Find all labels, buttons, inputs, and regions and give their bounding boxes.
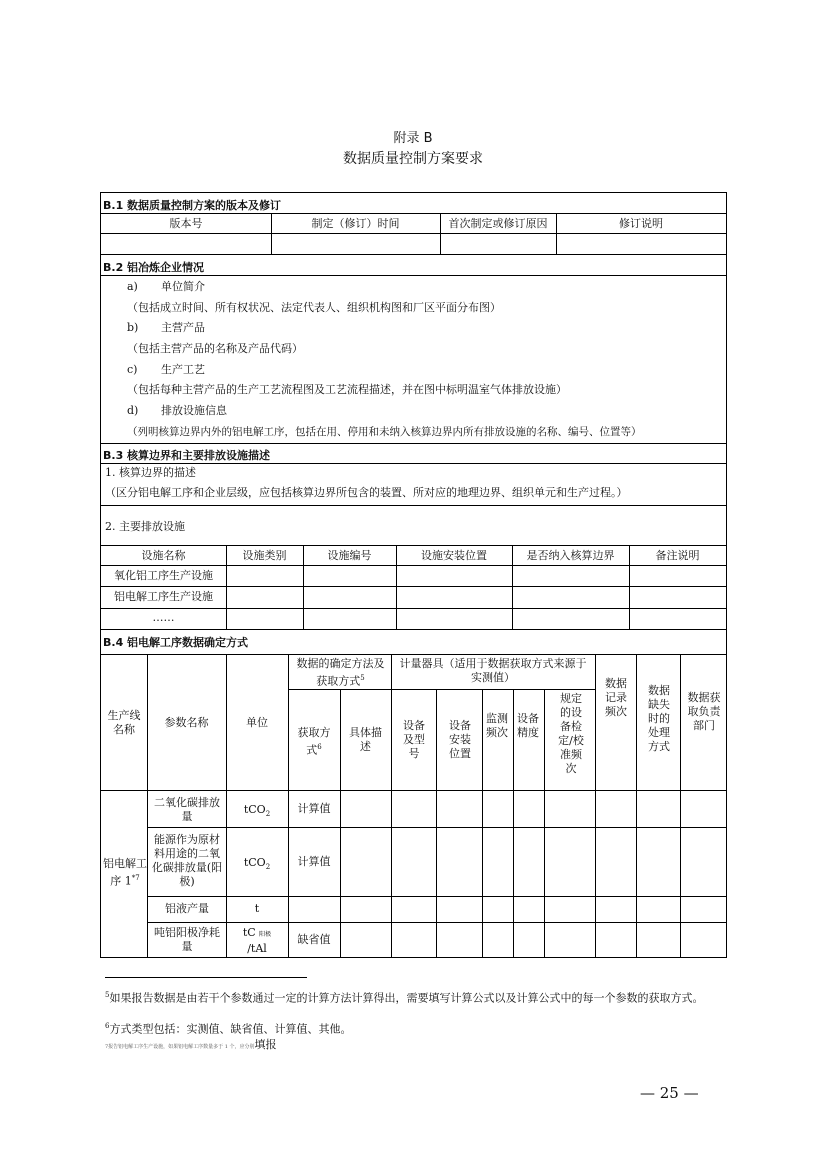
b4-col-precision: 设备精度 (517, 712, 539, 739)
section-b4-title: B.4 铝电解工序数据确定方式 (103, 636, 249, 649)
b4-row-acquisition: 计算值 (297, 802, 331, 815)
b2-item-c-desc: （包括每种主营产品的生产工艺流程图及工艺流程描述，并在图中标明温室气体排放设施） (127, 383, 567, 396)
footnote-rule (105, 977, 307, 978)
b4-col-install-loc: 设备安装位置 (449, 719, 471, 760)
b4-row-unit: tCO$_2$ (243, 856, 271, 872)
b3-col-category: 设施类别 (242, 549, 287, 562)
b2-item-d-name: 排放设施信息 (161, 404, 227, 417)
page-number: — 25 — (640, 1084, 699, 1102)
b3-col-number: 设施编号 (327, 549, 372, 562)
b4-col-model: 设备及型号 (403, 719, 425, 760)
b2-item-c-label: c) (127, 363, 138, 376)
b4-col-missing: 数据缺失时的处理方式 (648, 684, 670, 753)
b3-item-boundary-desc: （区分铝电解工序和企业层级，应包括核算边界所包含的装置、所对应的地理边界、组织单元和生产过程。） (105, 486, 628, 499)
page-title: 数据质量控制方案要求 (343, 151, 483, 167)
b4-col-method: 数据的确定方法及获取方式$^5$ (296, 657, 385, 688)
b2-item-b-desc: （包括主营产品的名称及产品代码） (127, 342, 303, 355)
footnote-6: $^6$方式类型包括：实测值、缺省值、计算值、其他。 (105, 1022, 352, 1036)
b4-row-acquisition: 缺省值 (297, 933, 331, 946)
b4-row-param: 二氧化碳排放量 (154, 796, 220, 823)
footnote-7: 7报告铝电解工序生产设施，如果铝电解工序数量多于 1 个，应分别填报 (105, 1038, 277, 1051)
b2-item-a-label: a) (127, 280, 138, 293)
b2-item-b-name: 主营产品 (161, 321, 205, 334)
b4-row-unit: tCO$_2$ (243, 803, 271, 819)
b4-col-acquisition: 获取方式$^6$ (297, 726, 331, 757)
section-b3-title: B.3 核算边界和主要排放设施描述 (103, 449, 271, 462)
b4-row-unit: t (254, 902, 260, 915)
b3-item-boundary: 1. 核算边界的描述 (105, 466, 196, 479)
b4-row-param: 吨铝阳极净耗量 (154, 926, 220, 953)
b3-col-name: 设施名称 (141, 549, 186, 562)
b2-item-c-name: 生产工艺 (161, 363, 205, 376)
b4-group-electrolysis: 铝电解工序 1$^{*7}$ (103, 857, 147, 888)
b3-row-ellipsis: …… (152, 611, 175, 624)
b1-col-time: 制定（修订）时间 (311, 217, 400, 230)
b3-col-included: 是否纳入核算边界 (526, 549, 615, 562)
section-b2-title: B.2 铝冶炼企业情况 (103, 261, 205, 274)
b4-col-description: 具体描述 (349, 726, 382, 753)
b4-col-instrument: 计量器具（适用于数据获取方式来源于实测值） (399, 657, 587, 684)
b3-row-alumina: 氧化铝工序生产设施 (114, 569, 213, 582)
b2-item-a-name: 单位简介 (161, 280, 205, 293)
b4-row-unit: tC 阳极 /tAl (242, 926, 272, 955)
b4-col-unit: 单位 (246, 716, 268, 729)
b4-row-param: 能源作为原材料用途的二氧化碳排放量(阳极) (151, 833, 223, 888)
b2-item-d-desc: （列明核算边界内外的铝电解工序，包括在用、停用和未纳入核算边界内所有排放设施的名称、编号、位置等） (127, 426, 642, 438)
footnote-5: $^5$如果报告数据是由若干个参数通过一定的计算方法计算得出，需要填写计算公式以及计算公式中的每一个参数的获取方式。 (105, 991, 704, 1005)
b4-col-line-name: 生产线名称 (107, 709, 141, 736)
b4-col-record-freq: 数据记录频次 (605, 677, 627, 718)
b3-col-location: 设施安装位置 (421, 549, 487, 562)
b2-item-b-label: b) (127, 321, 139, 334)
b4-col-calibration: 规定的设备检定/校准频次 (558, 692, 584, 775)
section-b1-title: B.1 数据质量控制方案的版本及修订 (103, 199, 282, 212)
b2-item-a-desc: （包括成立时间、所有权状况、法定代表人、组织机构图和厂区平面分布图） (127, 301, 501, 314)
b3-row-electrolysis: 铝电解工序生产设施 (114, 590, 213, 603)
b4-row-acquisition: 计算值 (297, 855, 331, 868)
data-quality-form (100, 192, 727, 958)
b1-col-version: 版本号 (169, 217, 203, 230)
b1-col-notes: 修订说明 (619, 217, 663, 230)
b3-col-remarks: 备注说明 (655, 549, 700, 562)
b4-col-freq: 监测频次 (486, 712, 508, 739)
b4-col-param: 参数名称 (164, 716, 209, 729)
b4-row-param: 铝液产量 (165, 902, 209, 915)
b3-item-facilities: 2. 主要排放设施 (105, 520, 185, 533)
b1-col-reason: 首次制定或修订原因 (448, 217, 548, 230)
footnote-ref-6: 6 (317, 743, 322, 751)
appendix-label: 附录 B (393, 131, 433, 146)
b4-col-dept: 数据获取负责部门 (687, 691, 721, 732)
b2-item-d-label: d) (127, 404, 139, 417)
footnote-ref-7: *7 (131, 874, 140, 882)
footnote-ref-5: 5 (360, 674, 365, 682)
